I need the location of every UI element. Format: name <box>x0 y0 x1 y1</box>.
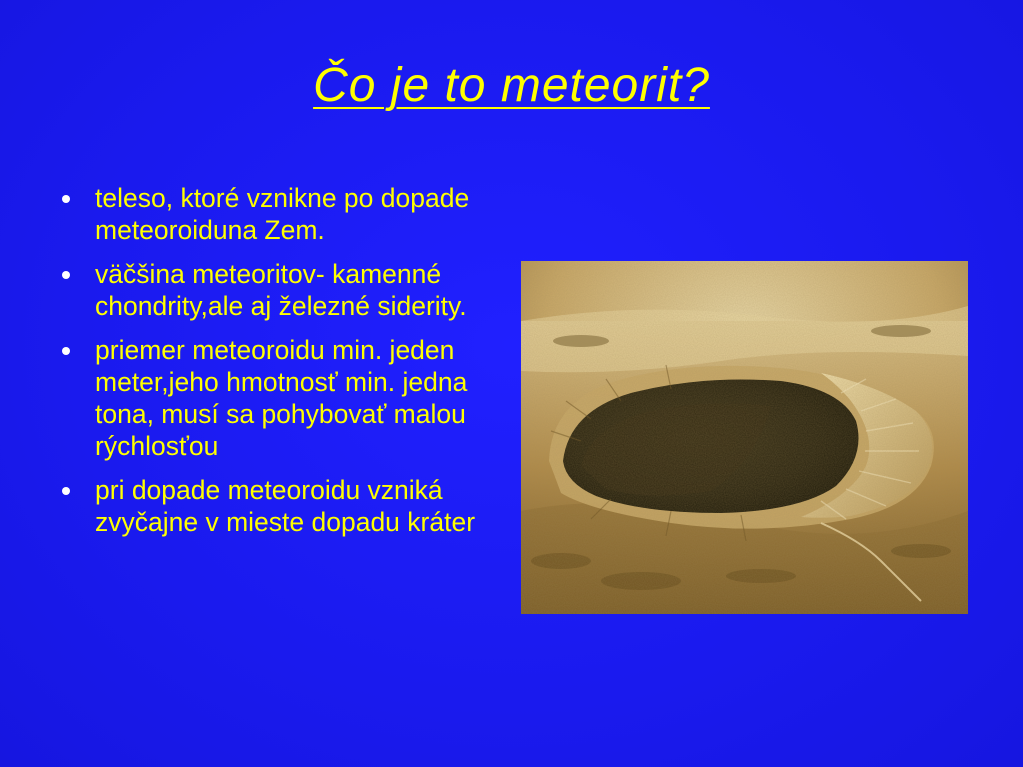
bullet-text: priemer meteoroidu min. jeden meter,jeho hmotnosť min. jedna tona, musí sa pohybovať malou rýchlosťou <box>95 335 468 461</box>
bullet-text: teleso, ktoré vznikne po dopade meteoroiduna Zem. <box>95 183 470 245</box>
bullet-item <box>60 258 510 322</box>
slide-title-text: Čo je to meteorit? <box>313 59 710 112</box>
bullet-item <box>60 182 510 246</box>
bullet-text: väčšina meteoritov- kamenné chondrity,ale aj železné siderity. <box>95 259 467 321</box>
slide-title <box>0 58 1023 113</box>
bullet-dot-icon <box>62 347 70 355</box>
crater-photo <box>521 261 968 614</box>
bullet-item <box>60 334 510 462</box>
bullet-dot-icon <box>62 195 70 203</box>
bullet-list <box>60 182 510 550</box>
bullet-dot-icon <box>62 487 70 495</box>
bullet-item <box>60 474 510 538</box>
bullet-text: pri dopade meteoroidu vzniká zvyčajne v mieste dopadu kráter <box>95 475 476 537</box>
bullet-dot-icon <box>62 271 70 279</box>
